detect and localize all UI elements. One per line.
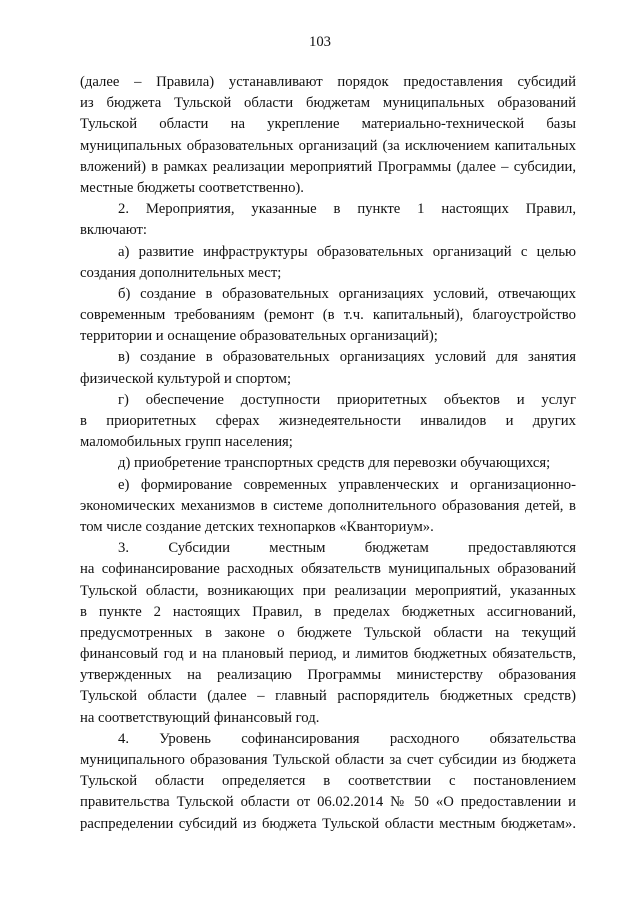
text-line: Тульской области определяется в соответствии с постановлением [80, 773, 576, 790]
text-line: в приоритетных сферах жизнедеятельности инвалидов и других [80, 413, 576, 429]
text-line: 4. Уровень софинансирования расходного обязательства [118, 730, 576, 747]
text-line: маломобильных групп населения; [80, 434, 293, 451]
text-line: 3. Субсидии местным бюджетам предоставляются [118, 540, 576, 557]
text-line: в) создание в образовательных организациях условий для занятия [118, 349, 576, 366]
text-line: б) создание в образовательных организациях условий, отвечающих [118, 285, 576, 302]
text-line: вложений) в рамках реализации мероприятий Программы (далее – субсидии, [80, 158, 576, 175]
text-line: физической культурой и спортом; [80, 370, 292, 387]
text-line: г) обеспечение доступности приоритетных объектов и услуг [118, 391, 576, 408]
text-line: современным требованиям (ремонт (в т.ч. капитальный), благоустройство [80, 307, 576, 324]
text-line: Тульской области на укрепление материально-технической базы [80, 116, 576, 133]
text-line: экономических механизмов в системе дополнительного образования детей, в [80, 497, 576, 514]
text-line: на соответствующий финансовый год. [80, 709, 320, 726]
page-number: 103 [308, 34, 332, 50]
text-line: муниципального образования Тульской области за счет субсидии из бюджета [80, 752, 576, 768]
text-line: Тульской области (далее – главный распорядитель бюджетных средств) [80, 688, 576, 705]
text-line: Тульской области, возникающих при реализации мероприятий, указанных [80, 582, 576, 599]
text-line: 2. Мероприятия, указанные в пункте 1 настоящих Правил, [118, 201, 576, 218]
text-line: территории и оснащение образовательных организаций); [80, 328, 438, 345]
text-line: муниципальных образовательных организаций (за исключением капитальных [80, 137, 576, 154]
text-line: утвержденных на реализацию Программы министерству образования [80, 667, 576, 684]
text-line: из бюджета Тульской области бюджетам муниципальных образований [80, 95, 576, 112]
text-line: д) приобретение транспортных средств для перевозки обучающихся; [118, 455, 551, 472]
text-line: (далее – Правила) устанавливают порядок предоставления субсидий [80, 74, 576, 90]
text-line: на софинансирование расходных обязательств муниципальных образований [80, 561, 576, 578]
text-line: финансовый год и на плановый период, и лимитов бюджетных обязательств, [80, 646, 576, 663]
text-line: распределении субсидий из бюджета Тульской области местным бюджетам». [80, 815, 576, 832]
text-line: а) развитие инфраструктуры образовательных организаций с целью [118, 243, 576, 260]
text-line: в пункте 2 настоящих Правил, в пределах бюджетных ассигнований, [80, 603, 576, 620]
text-line: местные бюджеты соответственно). [80, 179, 304, 196]
text-line: включают: [80, 222, 147, 239]
body-text [80, 72, 576, 835]
text-line: создания дополнительных мест; [80, 264, 282, 281]
text-line: том числе создание детских технопарков «Кванториум». [80, 518, 434, 535]
text-line: е) формирование современных управленческих и организационно- [118, 476, 576, 493]
text-line: предусмотренных в законе о бюджете Тульской области на текущий [80, 624, 576, 641]
text-line: правительства Тульской области от 06.02.2014 № 50 «О предоставлении и [80, 794, 576, 811]
